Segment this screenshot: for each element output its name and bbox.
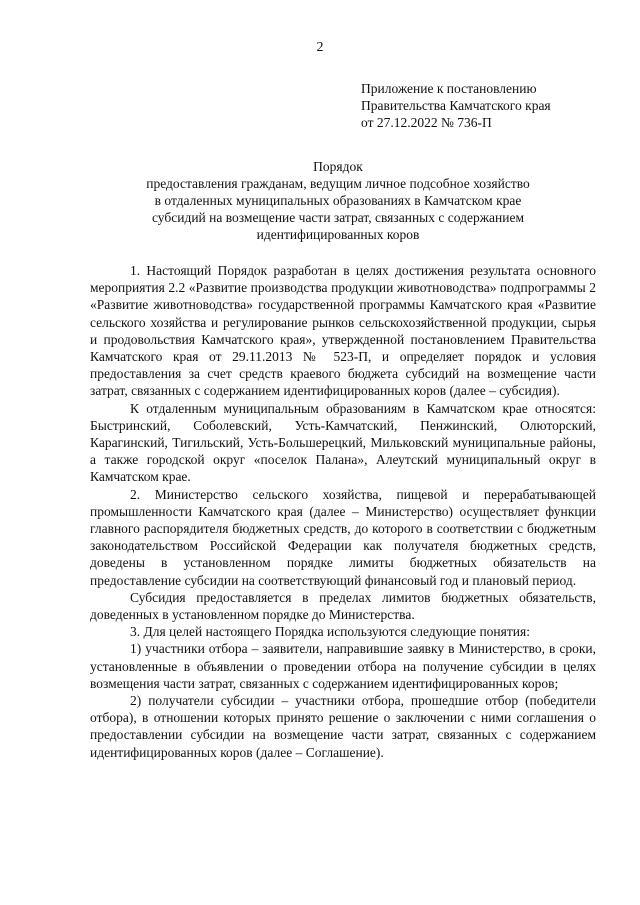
page-number: 2 — [316, 40, 324, 55]
paragraph-subsidy-limits: Субсидия предоставляется в пределах лимитов бюджетных обязательств, доведенных в установленном порядке до Министерства. — [90, 589, 596, 623]
title-line: предоставления гражданам, ведущим личное подсобное хозяйство — [146, 176, 530, 191]
paragraph-3: 3. Для целей настоящего Порядка используются следующие понятия: — [130, 624, 530, 640]
document-body — [90, 262, 596, 761]
title-line: в отдаленных муниципальных образованиях в Камчатском крае — [154, 193, 522, 208]
document-title — [90, 158, 586, 243]
title-line: идентифицированных коров — [256, 227, 420, 242]
appendix-line: Приложение к постановлению — [361, 81, 537, 96]
definition-item-2: 2) получатели субсидии – участники отбора, прошедшие отбор (победители отбора), в отношении которых принято решение о заключении с ними соглашения о предоставлении субсидии на возмещение части затрат, связанных с содержанием идентифицированных коров (далее – Соглашение). — [90, 693, 596, 760]
paragraph-remote-municipalities: К отдаленным муниципальным образованиям в Камчатском крае относятся: Быстринский, Соболевский, Усть-Камчатский, Пенжинский, Олюторский, Карагинский, Тигильский, Усть-Большерецкий, Мильковский муниципальные районы, а также городской округ «поселок Палана», Алеутский муниципальный округ в Камчатском крае. — [90, 400, 596, 485]
appendix-header — [361, 80, 611, 131]
title-line: субсидий на возмещение части затрат, связанных с содержанием — [151, 210, 524, 225]
paragraph-2: 2. Министерство сельского хозяйства, пищевой и перерабатывающей промышленности Камчатского края (далее – Министерство) осуществляет функции главного распорядителя бюджетных средств, до которого в соответствии с бюджетным законодательством Российской Федерации как получателя бюджетных средств, доведены в установленном порядке лимиты бюджетных обязательств на предоставление субсидии на соответствующий финансовый год и плановый период. — [90, 486, 596, 588]
appendix-line: Правительства Камчатского края — [361, 98, 551, 113]
paragraph-1: 1. Настоящий Порядок разработан в целях достижения результата основного мероприятия 2.2 «Развитие производства продукции животноводства» подпрограммы 2 «Развитие животноводства» государственной программы Камчатского края «Развитие сельского хозяйства и регулирование рынков сельскохозяйственной продукции, сырья и продовольствия Камчатского края», утвержденной постановлением Правительства Камчатского края от 29.11.2013 № 523-П, и определяет порядок и условия предоставления за счет средств краевого бюджета субсидий на возмещение части затрат, связанных с содержанием идентифицированных коров (далее – субсидия). — [90, 263, 596, 399]
title-heading: Порядок — [313, 159, 363, 174]
definition-item-1: 1) участники отбора – заявители, направившие заявку в Министерство, в сроки, установленные в объявлении о проведении отбора на получение субсидии в целях возмещения части затрат, связанных с содержанием идентифицированных коров; — [90, 641, 596, 691]
appendix-date-number: от 27.12.2022 № 736-П — [361, 115, 492, 130]
